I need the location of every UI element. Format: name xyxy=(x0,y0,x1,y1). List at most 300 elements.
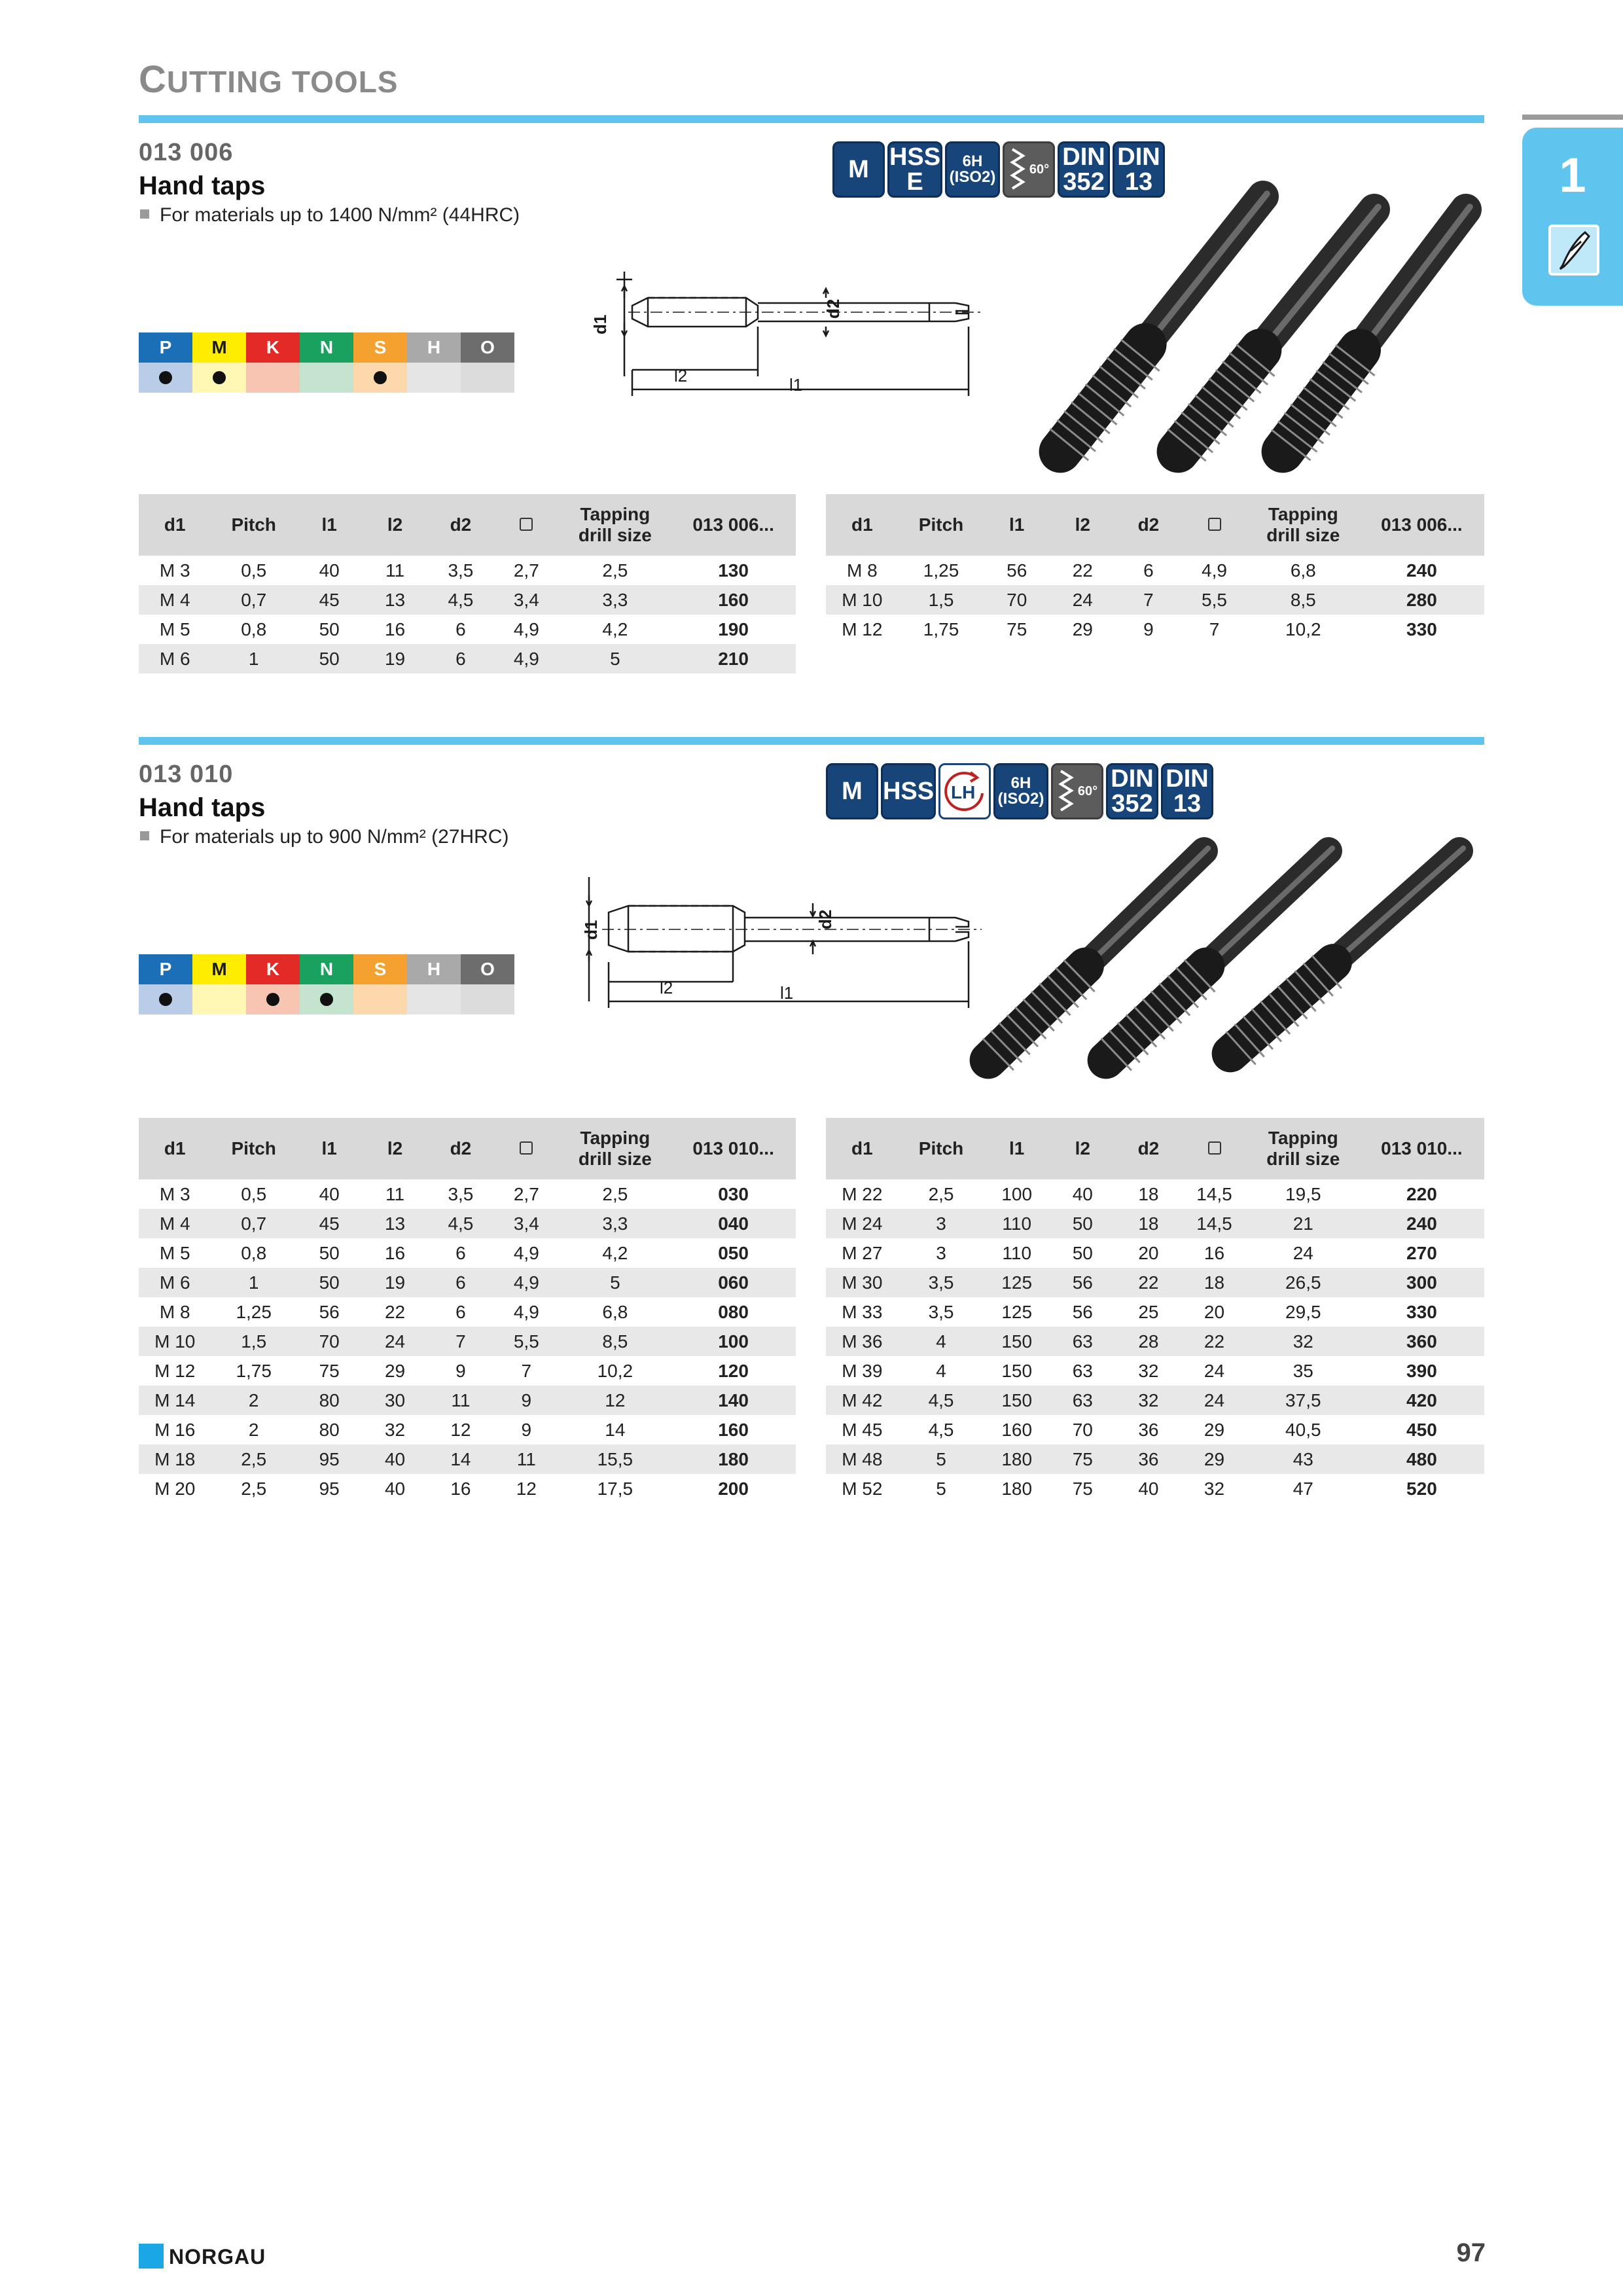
table-cell: 1,5 xyxy=(211,1327,296,1356)
table-cell: 80 xyxy=(319,1419,340,1440)
table-cell: 24 xyxy=(362,1327,427,1356)
hand-tap-1 xyxy=(1050,194,1267,460)
material-table xyxy=(139,954,514,1014)
table-cell: 5,5 xyxy=(1181,585,1247,615)
material-header-m: M xyxy=(192,332,246,363)
material-header-s: S xyxy=(353,954,407,984)
table-cell: 2,5 xyxy=(602,1183,628,1204)
table-cell: 1 xyxy=(211,1268,296,1297)
table-cell: M 18 xyxy=(139,1444,211,1474)
din-13-badge: DIN 13 xyxy=(1161,763,1213,819)
table-cell: 8,5 xyxy=(560,1327,671,1356)
table-cell: 080 xyxy=(718,1301,749,1322)
spec-table-left xyxy=(139,1118,796,1503)
chapter-tab[interactable] xyxy=(1522,128,1623,306)
6h-iso2-badge: 6H (ISO2) xyxy=(945,141,1000,198)
table-cell: 80 xyxy=(296,1386,362,1415)
table-cell: 2,5 xyxy=(211,1444,296,1474)
material-mark-k xyxy=(246,984,300,1014)
hand-taps-image xyxy=(1021,177,1492,478)
table-cell: 70 xyxy=(1072,1419,1093,1440)
table-cell: 75 xyxy=(1072,1478,1093,1499)
table-cell: 10,2 xyxy=(1285,619,1321,639)
table-row xyxy=(139,1297,796,1327)
d1-label: d1 xyxy=(590,314,610,334)
table-cell: 22 xyxy=(1072,560,1093,581)
table-cell: 2 xyxy=(248,1419,259,1440)
column-header: l1 xyxy=(296,1118,362,1179)
material-header-p: P xyxy=(139,332,192,363)
table-cell: 16 xyxy=(450,1478,471,1499)
table-cell: M 12 xyxy=(154,1360,196,1381)
column-header: d1 xyxy=(826,494,899,556)
table-cell: 2,5 xyxy=(602,560,628,581)
drill-bit-icon xyxy=(1548,224,1599,276)
material-mark-s xyxy=(353,984,407,1014)
column-header: Pitch xyxy=(899,1118,984,1179)
table-cell: 4,9 xyxy=(513,1301,539,1322)
table-cell: 4,9 xyxy=(513,1242,539,1263)
table-cell: 13 xyxy=(362,1209,427,1238)
table-cell: M 48 xyxy=(826,1444,899,1474)
table-cell: 9 xyxy=(455,1360,466,1381)
table-cell: 6 xyxy=(428,1268,493,1297)
table-cell: 4 xyxy=(936,1360,946,1381)
column-header: d2 xyxy=(428,1118,493,1179)
table-cell: 130 xyxy=(718,560,749,581)
material-header-n: N xyxy=(300,954,353,984)
table-cell: 0,5 xyxy=(241,560,267,581)
table-row xyxy=(826,1179,1484,1209)
table-cell: 20 xyxy=(1204,1301,1225,1322)
table-cell: 18 xyxy=(1181,1268,1247,1297)
d2-label: d2 xyxy=(815,909,835,929)
table-cell: 13 xyxy=(362,585,427,615)
table-cell: 0,7 xyxy=(211,585,296,615)
table-cell: 4,5 xyxy=(428,1209,493,1238)
table-cell: 4,9 xyxy=(493,644,559,673)
table-cell: 5 xyxy=(560,644,671,673)
table-cell: M 4 xyxy=(139,1209,211,1238)
table-cell: 26,5 xyxy=(1247,1268,1359,1297)
table-cell: 32 xyxy=(1116,1386,1182,1415)
table-cell: 43 xyxy=(1247,1444,1359,1474)
table-cell: 180 xyxy=(984,1444,1050,1474)
column-header: l2 xyxy=(1050,494,1116,556)
table-cell: 12 xyxy=(450,1419,471,1440)
table-cell: 2,7 xyxy=(513,1183,539,1204)
left-hand-badge xyxy=(938,763,991,819)
table-cell: 17,5 xyxy=(597,1478,633,1499)
product-name: Hand taps xyxy=(139,171,266,200)
table-cell: 5,5 xyxy=(493,1327,559,1356)
table-cell: 240 xyxy=(1359,1209,1484,1238)
table-cell: M 12 xyxy=(842,619,883,639)
table-cell: 7 xyxy=(521,1360,532,1381)
table-cell: 2,5 xyxy=(241,1478,267,1499)
table-cell: M 30 xyxy=(826,1268,899,1297)
table-cell: 160 xyxy=(671,585,796,615)
table-cell: 56 xyxy=(319,1301,340,1322)
table-cell: 32 xyxy=(1247,1327,1359,1356)
hand-tap-3 xyxy=(1272,207,1470,460)
d1-label: d1 xyxy=(581,920,601,940)
din-13-badge: DIN 13 xyxy=(1113,141,1165,198)
table-cell: 140 xyxy=(671,1386,796,1415)
table-cell: 6,8 xyxy=(602,1301,628,1322)
table-cell: 9 xyxy=(521,1419,532,1440)
table-cell: 32 xyxy=(1204,1478,1225,1499)
column-header: Tapping drill size xyxy=(560,494,671,556)
table-cell: 4,9 xyxy=(513,619,539,639)
table-row xyxy=(826,1444,1484,1474)
table-cell: 450 xyxy=(1406,1419,1437,1440)
table-row xyxy=(826,1238,1484,1268)
table-cell: 10,2 xyxy=(597,1360,633,1381)
table-cell: 3 xyxy=(936,1242,946,1263)
table-cell: 24 xyxy=(1050,585,1116,615)
table-cell: 19 xyxy=(362,644,427,673)
column-header: Tapping drill size xyxy=(560,1118,671,1179)
table-cell: 56 xyxy=(1050,1268,1116,1297)
table-cell: 19,5 xyxy=(1285,1183,1321,1204)
l2-label: l2 xyxy=(660,978,673,997)
material-header-s: S xyxy=(353,332,407,363)
table-cell: 150 xyxy=(1001,1360,1033,1381)
table-cell: M 5 xyxy=(159,619,190,639)
table-cell: 29 xyxy=(1181,1444,1247,1474)
table-cell: 330 xyxy=(1406,619,1437,639)
square-drive-icon xyxy=(493,494,559,556)
table-cell: 1,75 xyxy=(236,1360,272,1381)
suitable-dot-icon xyxy=(213,371,226,384)
table-cell: 22 xyxy=(384,1301,406,1322)
material-mark-s xyxy=(353,363,407,393)
material-header-p: P xyxy=(139,954,192,984)
hand-tap-2 xyxy=(1101,848,1332,1070)
table-cell: M 16 xyxy=(154,1419,196,1440)
table-cell: 210 xyxy=(671,644,796,673)
column-header: l2 xyxy=(1050,1118,1116,1179)
table-cell: 40 xyxy=(319,1183,340,1204)
material-mark-n xyxy=(300,363,353,393)
table-cell: 29 xyxy=(384,1360,406,1381)
material-mark-p xyxy=(139,984,192,1014)
table-cell: M 3 xyxy=(159,1183,190,1204)
table-cell: 40 xyxy=(1138,1478,1159,1499)
table-cell: 7 xyxy=(1116,585,1182,615)
table-cell: M 8 xyxy=(159,1301,190,1322)
6h-iso2-badge: 6H (ISO2) xyxy=(993,763,1048,819)
table-cell: 480 xyxy=(1359,1444,1484,1474)
table-cell: 3,4 xyxy=(493,1209,559,1238)
column-header: d1 xyxy=(139,1118,211,1179)
table-cell: 280 xyxy=(1359,585,1484,615)
page-title: CUTTING TOOLS xyxy=(139,58,399,101)
table-cell: 420 xyxy=(1359,1386,1484,1415)
table-cell: 030 xyxy=(718,1183,749,1204)
m-badge: M xyxy=(826,763,878,819)
table-cell: M 14 xyxy=(139,1386,211,1415)
material-header-k: K xyxy=(246,332,300,363)
table-row xyxy=(139,1386,796,1415)
table-cell: M 4 xyxy=(139,585,211,615)
table-row xyxy=(139,1179,796,1209)
table-cell: 37,5 xyxy=(1247,1386,1359,1415)
table-cell: 360 xyxy=(1359,1327,1484,1356)
table-cell: 240 xyxy=(1406,560,1437,581)
table-cell: 14,5 xyxy=(1181,1209,1247,1238)
table-cell: 300 xyxy=(1359,1268,1484,1297)
table-cell: 4 xyxy=(899,1327,984,1356)
table-cell: 6 xyxy=(428,644,493,673)
table-cell: 8,5 xyxy=(1247,585,1359,615)
table-cell: M 39 xyxy=(842,1360,883,1381)
table-cell: 35 xyxy=(1293,1360,1313,1381)
brand-logo-square xyxy=(139,2244,164,2269)
table-cell: 19 xyxy=(362,1268,427,1297)
chapter-tab-rule xyxy=(1522,115,1623,120)
table-cell: M 24 xyxy=(826,1209,899,1238)
table-cell: 4,5 xyxy=(899,1386,984,1415)
table-cell: 520 xyxy=(1406,1478,1437,1499)
material-header-h: H xyxy=(407,954,461,984)
table-cell: 1,5 xyxy=(899,585,984,615)
table-cell: M 20 xyxy=(154,1478,196,1499)
table-cell: 70 xyxy=(296,1327,362,1356)
table-cell: M 45 xyxy=(842,1419,883,1440)
material-header-o: O xyxy=(461,332,514,363)
table-cell: 160 xyxy=(718,1419,749,1440)
material-header-k: K xyxy=(246,954,300,984)
hss-e-badge: HSS E xyxy=(887,141,942,198)
square-drive-icon xyxy=(493,1118,559,1179)
table-cell: 29 xyxy=(1072,619,1093,639)
table-row xyxy=(139,556,796,585)
table-cell: 0,5 xyxy=(241,1183,267,1204)
table-cell: 12 xyxy=(516,1478,537,1499)
column-header: l1 xyxy=(296,494,362,556)
table-cell: 28 xyxy=(1116,1327,1182,1356)
material-mark-o xyxy=(461,984,514,1014)
column-header: l1 xyxy=(984,1118,1050,1179)
table-cell: 270 xyxy=(1406,1242,1437,1263)
d2-label: d2 xyxy=(823,298,843,319)
table-cell: 56 xyxy=(1007,560,1027,581)
tap-technical-drawing xyxy=(576,877,982,1014)
table-cell: 16 xyxy=(1204,1242,1225,1263)
table-row xyxy=(826,556,1484,585)
table-cell: 32 xyxy=(1138,1360,1159,1381)
table-row xyxy=(826,585,1484,615)
table-row xyxy=(826,1386,1484,1415)
table-cell: 50 xyxy=(296,644,362,673)
table-cell: M 6 xyxy=(139,1268,211,1297)
column-header: d2 xyxy=(1116,1118,1182,1179)
table-cell: 50 xyxy=(319,619,340,639)
table-cell: 20 xyxy=(1138,1242,1159,1263)
column-header: Tapping drill size xyxy=(1247,494,1359,556)
product-name: Hand taps xyxy=(139,793,266,822)
material-header-h: H xyxy=(407,332,461,363)
table-cell: 22 xyxy=(1181,1327,1247,1356)
suitable-dot-icon xyxy=(374,371,387,384)
table-cell: 3,5 xyxy=(448,1183,474,1204)
table-row xyxy=(826,1327,1484,1356)
table-row xyxy=(139,1209,796,1238)
table-row xyxy=(826,1474,1484,1503)
table-cell: 29,5 xyxy=(1285,1301,1321,1322)
hand-tap-1 xyxy=(983,848,1208,1070)
material-mark-m xyxy=(192,984,246,1014)
table-cell: M 42 xyxy=(826,1386,899,1415)
l1-label: l1 xyxy=(789,375,803,395)
table-cell: 14 xyxy=(428,1444,493,1474)
table-cell: 1 xyxy=(211,644,296,673)
suitable-dot-icon xyxy=(159,371,172,384)
table-cell: 6,8 xyxy=(1290,560,1316,581)
product-subtitle: For materials up to 900 N/mm² (27HRC) xyxy=(140,826,508,848)
material-header-n: N xyxy=(300,332,353,363)
table-cell: M 27 xyxy=(842,1242,883,1263)
table-cell: 40 xyxy=(319,560,340,581)
table-cell: 160 xyxy=(1001,1419,1033,1440)
table-row xyxy=(139,1474,796,1503)
table-cell: 75 xyxy=(1050,1444,1116,1474)
material-mark-m xyxy=(192,363,246,393)
table-cell: 125 xyxy=(984,1268,1050,1297)
table-cell: 040 xyxy=(671,1209,796,1238)
table-cell: 150 xyxy=(984,1327,1050,1356)
table-cell: 75 xyxy=(319,1360,340,1381)
table-cell: 11 xyxy=(493,1444,559,1474)
material-table xyxy=(139,332,514,393)
table-row xyxy=(826,1268,1484,1297)
table-cell: 50 xyxy=(319,1242,340,1263)
table-cell: 2,5 xyxy=(928,1183,954,1204)
table-cell: 3,4 xyxy=(493,585,559,615)
table-cell: M 22 xyxy=(842,1183,883,1204)
table-cell: 15,5 xyxy=(560,1444,671,1474)
table-cell: 9 xyxy=(493,1386,559,1415)
table-cell: M 10 xyxy=(139,1327,211,1356)
product-code: 013 006 xyxy=(139,139,234,166)
table-row xyxy=(139,1415,796,1444)
table-cell: 7 xyxy=(1209,619,1220,639)
table-cell: 40 xyxy=(384,1478,406,1499)
section-rule xyxy=(139,737,1484,745)
table-cell: 5 xyxy=(899,1444,984,1474)
hss-badge: HSS xyxy=(881,763,936,819)
table-cell: 22 xyxy=(1116,1268,1182,1297)
table-cell: 50 xyxy=(296,1268,362,1297)
material-mark-k xyxy=(246,363,300,393)
table-cell: 63 xyxy=(1050,1327,1116,1356)
table-cell: 45 xyxy=(296,585,362,615)
column-header: l2 xyxy=(362,1118,427,1179)
table-cell: 190 xyxy=(718,619,749,639)
product-code: 013 010 xyxy=(139,761,234,788)
spec-table-right xyxy=(826,494,1484,644)
square-drive-icon xyxy=(1181,494,1247,556)
table-cell: 95 xyxy=(296,1444,362,1474)
table-cell: 56 xyxy=(1072,1301,1093,1322)
material-header-m: M xyxy=(192,954,246,984)
column-header: 013 006... xyxy=(1359,494,1484,556)
table-cell: 21 xyxy=(1247,1209,1359,1238)
table-cell: 63 xyxy=(1050,1386,1116,1415)
table-cell: 30 xyxy=(362,1386,427,1415)
table-cell: 180 xyxy=(671,1444,796,1474)
table-cell: M 6 xyxy=(139,644,211,673)
column-header: 013 010... xyxy=(1359,1118,1484,1179)
table-cell: M 33 xyxy=(842,1301,883,1322)
table-cell: 4,5 xyxy=(428,585,493,615)
table-cell: 0,8 xyxy=(241,619,267,639)
l1-label: l1 xyxy=(780,983,794,1003)
table-cell: 6 xyxy=(455,1242,466,1263)
table-cell: 70 xyxy=(984,585,1050,615)
table-cell: 16 xyxy=(384,619,406,639)
table-cell: 6 xyxy=(455,1301,466,1322)
table-cell: 4,5 xyxy=(928,1419,954,1440)
table-cell: 4,9 xyxy=(1202,560,1227,581)
table-cell: 125 xyxy=(1001,1301,1033,1322)
hand-taps-image xyxy=(962,825,1486,1086)
material-mark-n xyxy=(300,984,353,1014)
table-cell: 200 xyxy=(718,1478,749,1499)
material-mark-o xyxy=(461,363,514,393)
table-cell: 45 xyxy=(296,1209,362,1238)
table-cell: 3,5 xyxy=(448,560,474,581)
table-cell: 14 xyxy=(605,1419,626,1440)
svg-text:LH: LH xyxy=(951,782,976,802)
60-badge: 60° xyxy=(1051,763,1103,819)
table-cell: 220 xyxy=(1406,1183,1437,1204)
material-header-o: O xyxy=(461,954,514,984)
chapter-number: 1 xyxy=(1559,148,1586,202)
column-header: Pitch xyxy=(211,1118,296,1179)
column-header: 013 010... xyxy=(671,1118,796,1179)
table-row xyxy=(139,644,796,673)
suitable-dot-icon xyxy=(266,993,279,1006)
table-cell: 24 xyxy=(1293,1242,1313,1263)
column-header: 013 006... xyxy=(671,494,796,556)
page-number: 97 xyxy=(1456,2238,1486,2267)
table-cell: 100 xyxy=(1001,1183,1033,1204)
column-header: d2 xyxy=(428,494,493,556)
table-cell: 050 xyxy=(718,1242,749,1263)
table-cell: 3,5 xyxy=(928,1301,954,1322)
tap-technical-drawing xyxy=(589,272,982,403)
table-cell: 7 xyxy=(428,1327,493,1356)
table-row xyxy=(826,1209,1484,1238)
spec-table-left xyxy=(139,494,796,673)
table-cell: 16 xyxy=(384,1242,406,1263)
table-cell: 40 xyxy=(362,1444,427,1474)
table-cell: 18 xyxy=(1116,1209,1182,1238)
table-cell: 150 xyxy=(984,1386,1050,1415)
hand-tap-3 xyxy=(1226,848,1463,1064)
table-cell: 40 xyxy=(1072,1183,1093,1204)
table-row xyxy=(139,615,796,644)
brand-name: NORGAU xyxy=(169,2245,266,2269)
table-cell: 120 xyxy=(718,1360,749,1381)
din-352-badge: DIN 352 xyxy=(1106,763,1158,819)
table-cell: M 36 xyxy=(826,1327,899,1356)
table-row xyxy=(139,1238,796,1268)
l2-label: l2 xyxy=(674,366,688,386)
